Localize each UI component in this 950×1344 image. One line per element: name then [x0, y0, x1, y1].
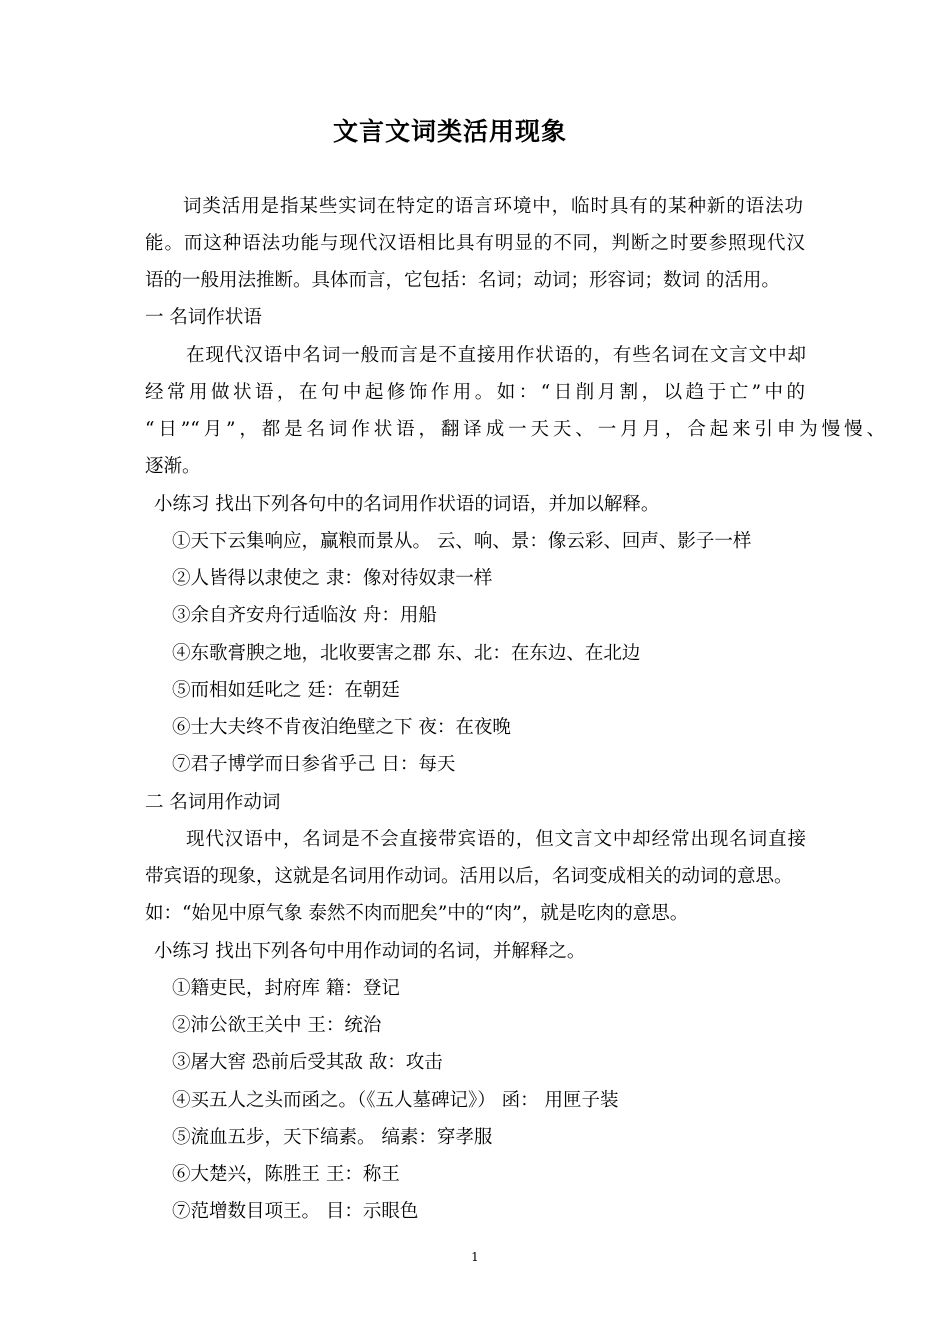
exercise2-item-4: ④买五人之头而函之。（《五人墓碑记》） 函： 用匣子装: [172, 1090, 619, 1111]
exercise1-item-7: ⑦君子博学而日参省乎己 日：每天: [172, 754, 456, 775]
document-title: 文言文词类活用现象: [332, 117, 567, 146]
intro-line-1: 词类活用是指某些实词在特定的语言环境中，临时具有的某种新的语法功: [183, 196, 803, 217]
intro-line-2: 能。而这种语法功能与现代汉语相比具有明显的不同，判断之时要参照现代汉: [145, 233, 805, 254]
exercise-title-2: 小练习 找出下列各句中用作动词的名词，并解释之。: [154, 941, 586, 962]
exercise1-item-2: ②人皆得以隶使之 隶：像对待奴隶一样: [172, 568, 493, 589]
section-heading-2: 二 名词用作动词: [145, 792, 281, 813]
exercise2-item-7: ⑦范增数目项王。 目：示眼色: [172, 1201, 419, 1222]
section1-para-line-3: “日”“月”，都是名词作状语，翻译成一天天、一月月，合起来引申为慢慢、: [145, 419, 885, 440]
section-heading-1: 一 名词作状语: [145, 307, 262, 328]
section2-para-line-2: 带宾语的现象，这就是名词用作动词。活用以后，名词变成相关的动词的意思。: [145, 866, 793, 887]
exercise1-item-4: ④东歌膏腴之地，北收要害之郡 东、北：在东边、在北边: [172, 643, 641, 664]
exercise1-item-5: ⑤而相如廷叱之 廷：在朝廷: [172, 680, 400, 701]
exercise2-item-6: ⑥大楚兴，陈胜王 王：称王: [172, 1164, 400, 1185]
intro-line-3: 语的一般用法推断。具体而言，它包括：名词；动词；形容词；数词 的活用。: [145, 270, 780, 291]
exercise1-item-3: ③余自齐安舟行适临汝 舟：用船: [172, 605, 437, 626]
exercise1-item-6: ⑥士大夫终不肯夜泊绝壁之下 夜：在夜晚: [172, 717, 511, 738]
exercise-title-1: 小练习 找出下列各句中的名词用作状语的词语，并加以解释。: [154, 494, 660, 515]
exercise1-item-1: ①天下云集响应，赢粮而景从。 云、响、景：像云彩、回声、影子一样: [172, 531, 752, 552]
page-number: 1: [471, 1250, 479, 1264]
section1-para-line-1: 在现代汉语中名词一般而言是不直接用作状语的，有些名词在文言文中却: [186, 345, 806, 366]
exercise2-item-5: ⑤流血五步，天下缟素。 缟素：穿孝服: [172, 1127, 493, 1148]
section1-para-line-2: 经常用做状语，在句中起修饰作用。如：“日削月割，以趋于亡”中的: [145, 382, 805, 403]
section2-para-line-1: 现代汉语中，名词是不会直接带宾语的，但文言文中却经常出现名词直接: [186, 829, 806, 850]
section2-para-line-3: 如：“始见中原气象 泰然不肉而肥矣”中的“肉”，就是吃肉的意思。: [145, 903, 689, 924]
exercise2-item-2: ②沛公欲王关中 王：统治: [172, 1015, 382, 1036]
exercise2-item-3: ③屠大窖 恐前后受其敌 敌：攻击: [172, 1052, 443, 1073]
section1-para-line-4: 逐渐。: [145, 456, 201, 477]
exercise2-item-1: ①籍吏民，封府库 籍：登记: [172, 978, 400, 999]
